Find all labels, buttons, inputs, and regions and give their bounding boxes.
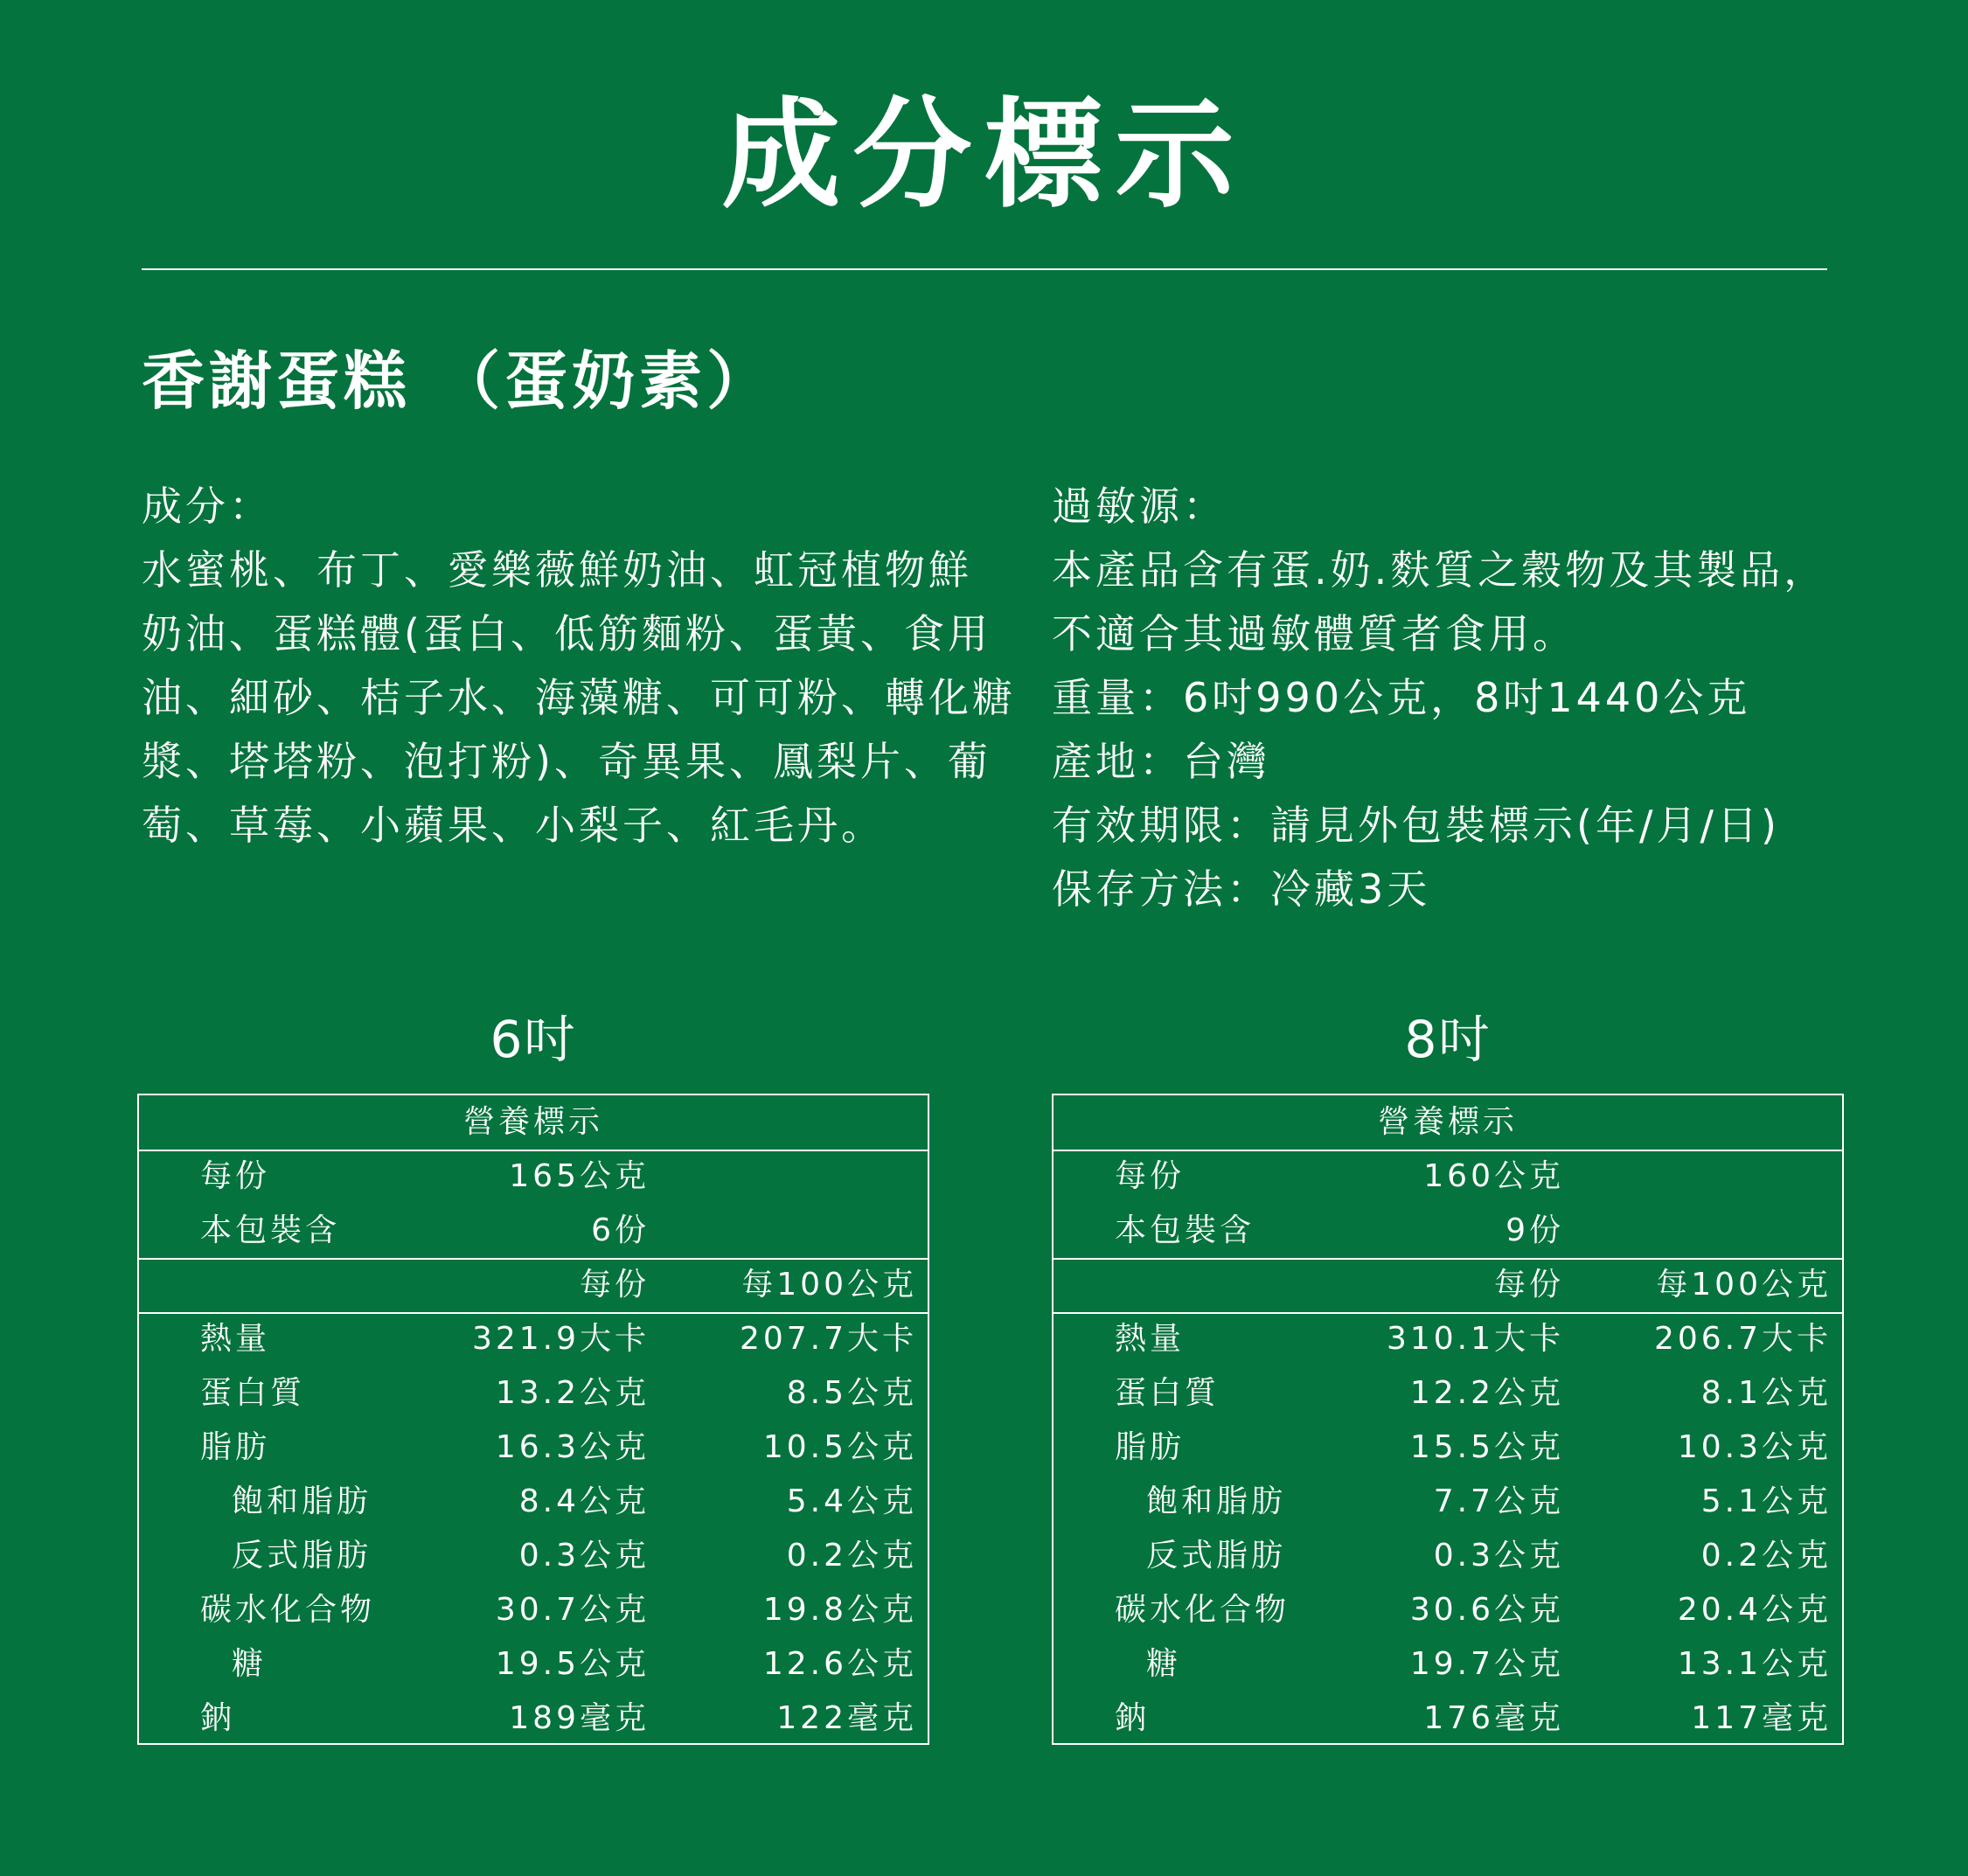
nutrient-per-serving: 30.7公克 bbox=[495, 1592, 650, 1628]
nutrient-label: 糖 bbox=[1146, 1646, 1182, 1682]
serving-size-value: 165公克 bbox=[509, 1158, 650, 1194]
nutrient-label: 碳水化合物 bbox=[200, 1592, 376, 1628]
nutrient-row bbox=[139, 1583, 928, 1637]
nutrient-label: 鈉 bbox=[1115, 1700, 1151, 1736]
servings-per-package-label: 本包裝含 bbox=[1115, 1212, 1255, 1248]
product-info-section bbox=[1052, 475, 1961, 921]
nutrient-label: 反式脂肪 bbox=[232, 1538, 372, 1574]
expiry-info: 有效期限：請見外包裝標示(年/月/日) bbox=[1052, 802, 1780, 849]
nutrient-per-100g: 206.7大卡 bbox=[1653, 1321, 1832, 1357]
nutrient-row bbox=[139, 1475, 928, 1529]
nutrient-row bbox=[1054, 1583, 1842, 1637]
nutrient-per-100g: 19.8公克 bbox=[762, 1592, 917, 1628]
nutrient-per-serving: 0.3公克 bbox=[518, 1538, 650, 1574]
serving-size-row bbox=[1054, 1150, 1842, 1204]
nutrient-label: 碳水化合物 bbox=[1115, 1592, 1290, 1628]
size-label-6inch: 6吋 bbox=[490, 1010, 577, 1069]
nutrient-per-serving: 15.5公克 bbox=[1409, 1429, 1564, 1465]
nutrient-per-100g: 122毫克 bbox=[776, 1700, 917, 1736]
nutrient-per-100g: 5.4公克 bbox=[786, 1483, 917, 1519]
nutrient-row bbox=[1054, 1366, 1842, 1421]
column-header-row bbox=[1054, 1258, 1842, 1312]
nutrient-per-100g: 207.7大卡 bbox=[739, 1321, 917, 1357]
ingredients-line: 萄、草莓、小蘋果、小梨子、紅毛丹。 bbox=[142, 802, 885, 849]
nutrient-row bbox=[1054, 1692, 1842, 1746]
servings-per-package-row bbox=[139, 1204, 928, 1258]
allergen-heading: 過敏源： bbox=[1052, 483, 1227, 530]
nutrient-per-100g: 13.1公克 bbox=[1677, 1646, 1832, 1682]
serving-size-label: 每份 bbox=[200, 1158, 271, 1194]
ingredients-line: 油、細砂、桔子水、海藻糖、可可粉、轉化糖 bbox=[142, 674, 1016, 721]
nutrient-per-serving: 30.6公克 bbox=[1409, 1592, 1564, 1628]
nutrient-per-100g: 0.2公克 bbox=[786, 1538, 917, 1574]
nutrient-per-100g: 10.3公克 bbox=[1677, 1429, 1832, 1465]
nutrition-table-6inch bbox=[137, 1094, 929, 1745]
nutrient-per-100g: 10.5公克 bbox=[762, 1429, 917, 1465]
allergen-text: 本產品含有蛋.奶.麩質之穀物及其製品， bbox=[1052, 546, 1828, 594]
weight-info: 重量：6吋990公克，8吋1440公克 bbox=[1052, 674, 1751, 721]
storage-info: 保存方法：冷藏3天 bbox=[1052, 865, 1431, 913]
nutrient-per-serving: 189毫克 bbox=[509, 1700, 650, 1736]
nutrient-label: 蛋白質 bbox=[1115, 1375, 1220, 1411]
nutrient-per-100g: 5.1公克 bbox=[1700, 1483, 1832, 1519]
nutrient-per-serving: 8.4公克 bbox=[518, 1483, 650, 1519]
nutrient-per-serving: 310.1大卡 bbox=[1386, 1321, 1564, 1357]
ingredients-line: 奶油、蛋糕體(蛋白、低筋麵粉、蛋黃、食用 bbox=[142, 610, 991, 657]
serving-size-value: 160公克 bbox=[1423, 1158, 1564, 1194]
nutrient-row bbox=[139, 1312, 928, 1366]
nutrient-row bbox=[1054, 1312, 1842, 1366]
nutrient-per-serving: 321.9大卡 bbox=[471, 1321, 650, 1357]
nutrient-label: 蛋白質 bbox=[200, 1375, 306, 1411]
nutrient-row bbox=[139, 1366, 928, 1421]
ingredients-line: 水蜜桃、布丁、愛樂薇鮮奶油、虹冠植物鮮 bbox=[142, 546, 972, 594]
nutrient-per-100g: 12.6公克 bbox=[762, 1646, 917, 1682]
origin-info: 產地：台灣 bbox=[1052, 738, 1270, 785]
nutrient-label: 熱量 bbox=[1115, 1321, 1186, 1357]
nutrient-row bbox=[139, 1421, 928, 1475]
nutrient-row bbox=[1054, 1529, 1842, 1583]
nutrient-per-serving: 13.2公克 bbox=[495, 1375, 650, 1411]
allergen-text: 不適合其過敏體質者食用。 bbox=[1052, 610, 1576, 657]
nutrient-per-100g: 117毫克 bbox=[1691, 1700, 1832, 1736]
column-header-per-serving: 每份 bbox=[1493, 1267, 1564, 1303]
nutrient-per-serving: 0.3公克 bbox=[1433, 1538, 1564, 1574]
servings-per-package-value: 9份 bbox=[1506, 1212, 1564, 1248]
nutrient-row bbox=[139, 1692, 928, 1746]
nutrition-table-8inch bbox=[1052, 1094, 1844, 1745]
serving-size-label: 每份 bbox=[1115, 1158, 1186, 1194]
nutrient-row bbox=[1054, 1637, 1842, 1692]
column-header-per-serving: 每份 bbox=[579, 1267, 650, 1303]
nutrient-row bbox=[139, 1637, 928, 1692]
nutrition-title-row bbox=[1054, 1095, 1842, 1150]
product-name: 香謝蛋糕 （蛋奶素） bbox=[142, 344, 775, 418]
servings-per-package-row bbox=[1054, 1204, 1842, 1258]
nutrient-per-serving: 16.3公克 bbox=[495, 1429, 650, 1465]
nutrient-per-100g: 8.5公克 bbox=[786, 1375, 917, 1411]
nutrient-label: 鈉 bbox=[200, 1700, 236, 1736]
column-header-per-100g: 每100公克 bbox=[1656, 1267, 1832, 1303]
nutrient-per-100g: 0.2公克 bbox=[1700, 1538, 1832, 1574]
nutrient-per-100g: 20.4公克 bbox=[1677, 1592, 1832, 1628]
nutrition-title: 營養標示 bbox=[462, 1104, 603, 1140]
nutrient-per-serving: 19.7公克 bbox=[1409, 1646, 1564, 1682]
title-divider bbox=[142, 268, 1827, 270]
nutrient-row bbox=[139, 1529, 928, 1583]
size-label-8inch: 8吋 bbox=[1404, 1010, 1492, 1069]
ingredients-section bbox=[142, 475, 1016, 858]
nutrient-per-serving: 7.7公克 bbox=[1433, 1483, 1564, 1519]
nutrient-label: 飽和脂肪 bbox=[232, 1483, 372, 1519]
ingredients-heading: 成分： bbox=[142, 483, 273, 530]
column-header-row bbox=[139, 1258, 928, 1312]
nutrient-label: 糖 bbox=[232, 1646, 268, 1682]
nutrient-row bbox=[1054, 1421, 1842, 1475]
servings-per-package-label: 本包裝含 bbox=[200, 1212, 341, 1248]
serving-size-row bbox=[139, 1150, 928, 1204]
nutrient-label: 熱量 bbox=[200, 1321, 271, 1357]
nutrition-title: 營養標示 bbox=[1377, 1104, 1518, 1140]
servings-per-package-value: 6份 bbox=[591, 1212, 650, 1248]
nutrient-label: 反式脂肪 bbox=[1146, 1538, 1287, 1574]
nutrient-per-100g: 8.1公克 bbox=[1700, 1375, 1832, 1411]
nutrient-row bbox=[1054, 1475, 1842, 1529]
nutrient-per-serving: 176毫克 bbox=[1423, 1700, 1564, 1736]
nutrient-label: 脂肪 bbox=[200, 1429, 271, 1465]
nutrient-per-serving: 12.2公克 bbox=[1409, 1375, 1564, 1411]
nutrient-label: 飽和脂肪 bbox=[1146, 1483, 1287, 1519]
nutrient-label: 脂肪 bbox=[1115, 1429, 1186, 1465]
page-title: 成分標示 bbox=[721, 87, 1247, 225]
nutrient-per-serving: 19.5公克 bbox=[495, 1646, 650, 1682]
column-header-per-100g: 每100公克 bbox=[741, 1267, 917, 1303]
ingredients-line: 漿、塔塔粉、泡打粉)、奇異果、鳳梨片、葡 bbox=[142, 738, 991, 785]
nutrition-title-row bbox=[139, 1095, 928, 1150]
